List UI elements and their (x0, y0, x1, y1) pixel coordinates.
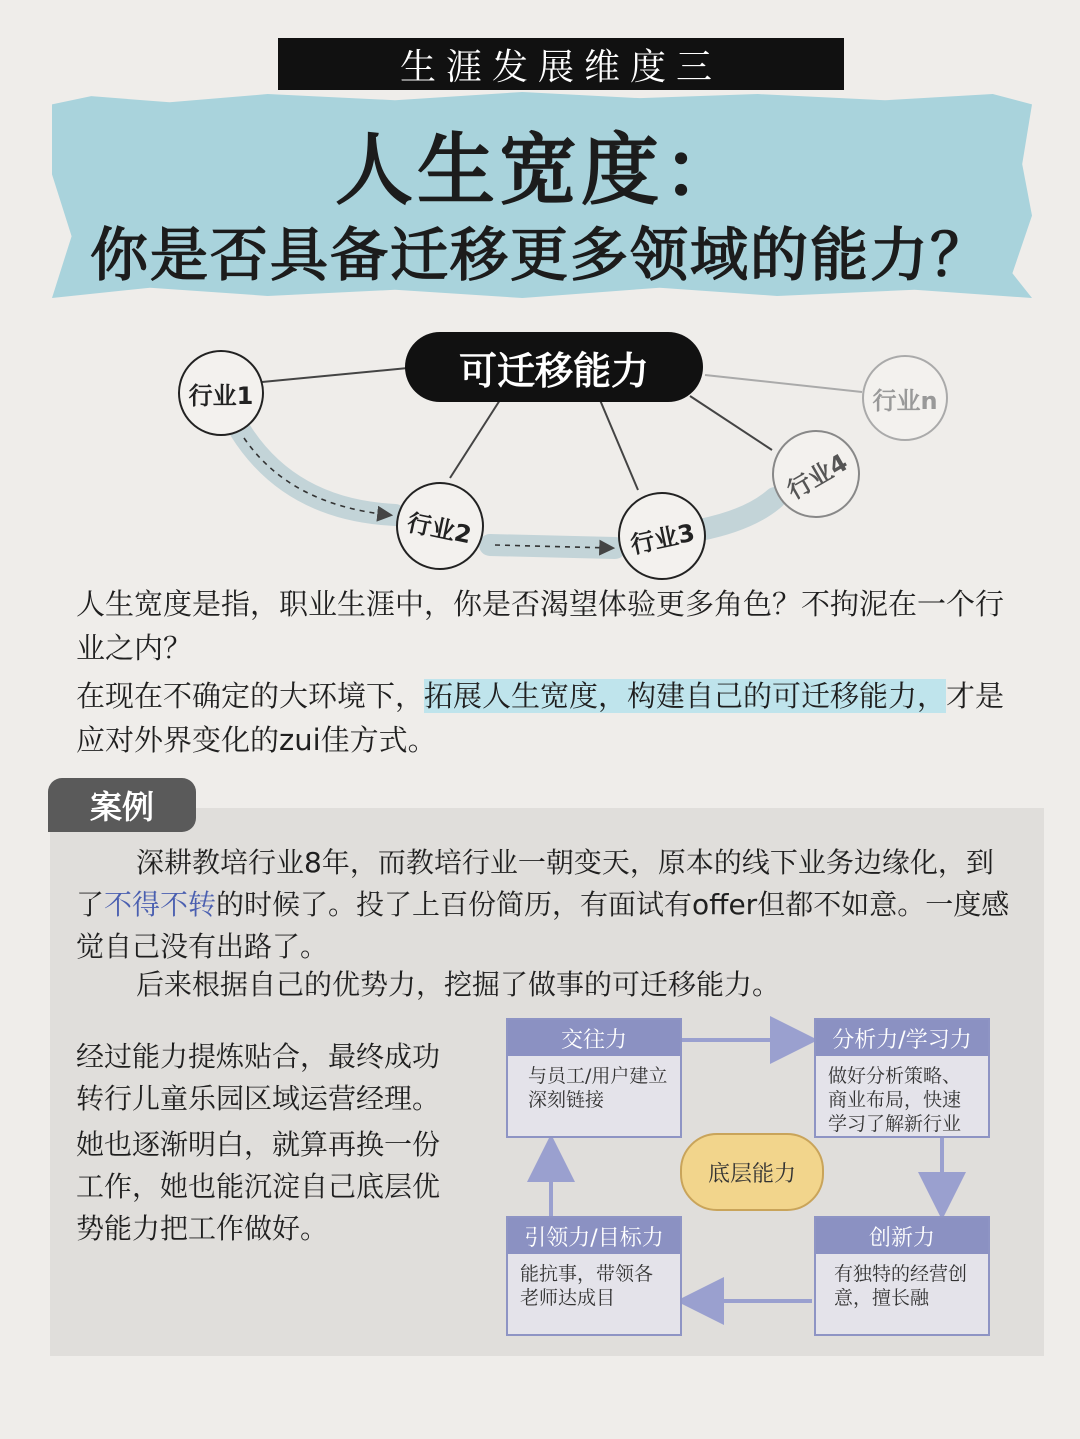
ability-card-analysis (814, 1018, 990, 1138)
page-subtitle: 你是否具备迁移更多领域的能力？ (89, 221, 990, 289)
ability-title: 分析力/学习力 (816, 1020, 988, 1056)
emphasis-text: 不得不转 (104, 888, 217, 921)
ability-title: 创新力 (816, 1218, 988, 1254)
case-paragraph-4: 她也逐渐明白，就算再换一份工作，她也能沉淀自己底层优势能力把工作做好。 (76, 1128, 441, 1245)
page-title: 人生宽度： (334, 126, 745, 216)
node-label: 行业1 (188, 381, 254, 410)
node-label: 行业4 (782, 447, 853, 505)
intro-text: 在现在不确定的大环境下， (76, 679, 425, 713)
center-label: 可迁移能力 (458, 348, 649, 393)
ability-description: 能抗事，带领各老师达成目 (520, 1263, 654, 1309)
case-paragraph-3: 经过能力提炼贴合，最终成功转行儿童乐园区域运营经理。 (76, 1040, 441, 1115)
node-label: 行业2 (404, 508, 475, 549)
node-label: 行业3 (627, 518, 698, 559)
intro-text: 才是应对外界变化的zui佳方式。 (76, 679, 1005, 757)
series-label: 生涯发展维度三 (399, 46, 722, 88)
ability-card-innovation (814, 1216, 990, 1336)
case-paragraph-2: 后来根据自己的优势力，挖掘了做事的可迁移能力。 (136, 968, 781, 1001)
highlighted-text: 拓展人生宽度，构建自己的可迁移能力， (424, 679, 947, 713)
core-ability-label: 底层能力 (707, 1161, 796, 1187)
intro-paragraph-1: 人生宽度是指，职业生涯中，你是否渴望体验更多角色？不拘泥在一个行业之内？ (76, 587, 1005, 665)
case-text: 的时候了。投了上百份简历，有面试有offer但都不如意。一度感觉自己没有出路了。 (76, 888, 1010, 963)
ability-description: 做好分析策略、商业布局，快速学习了解新行业 (828, 1065, 962, 1135)
ability-description: 与员工/用户建立深刻链接 (528, 1065, 668, 1111)
ability-title: 引领力/目标力 (508, 1218, 680, 1254)
ability-description: 有独特的经营创意，擅长融 (834, 1263, 968, 1309)
core-ability-badge (680, 1133, 824, 1211)
node-label: 行业n (872, 386, 938, 415)
case-text: 深耕教培行业8年，而教培行业一朝变天，原本的线下业务边缘化，到了 (76, 846, 994, 921)
ability-card-leadership (506, 1216, 682, 1336)
ability-card-communication (506, 1018, 682, 1138)
ability-title: 交往力 (508, 1020, 680, 1056)
case-tab-label: 案例 (89, 788, 154, 826)
